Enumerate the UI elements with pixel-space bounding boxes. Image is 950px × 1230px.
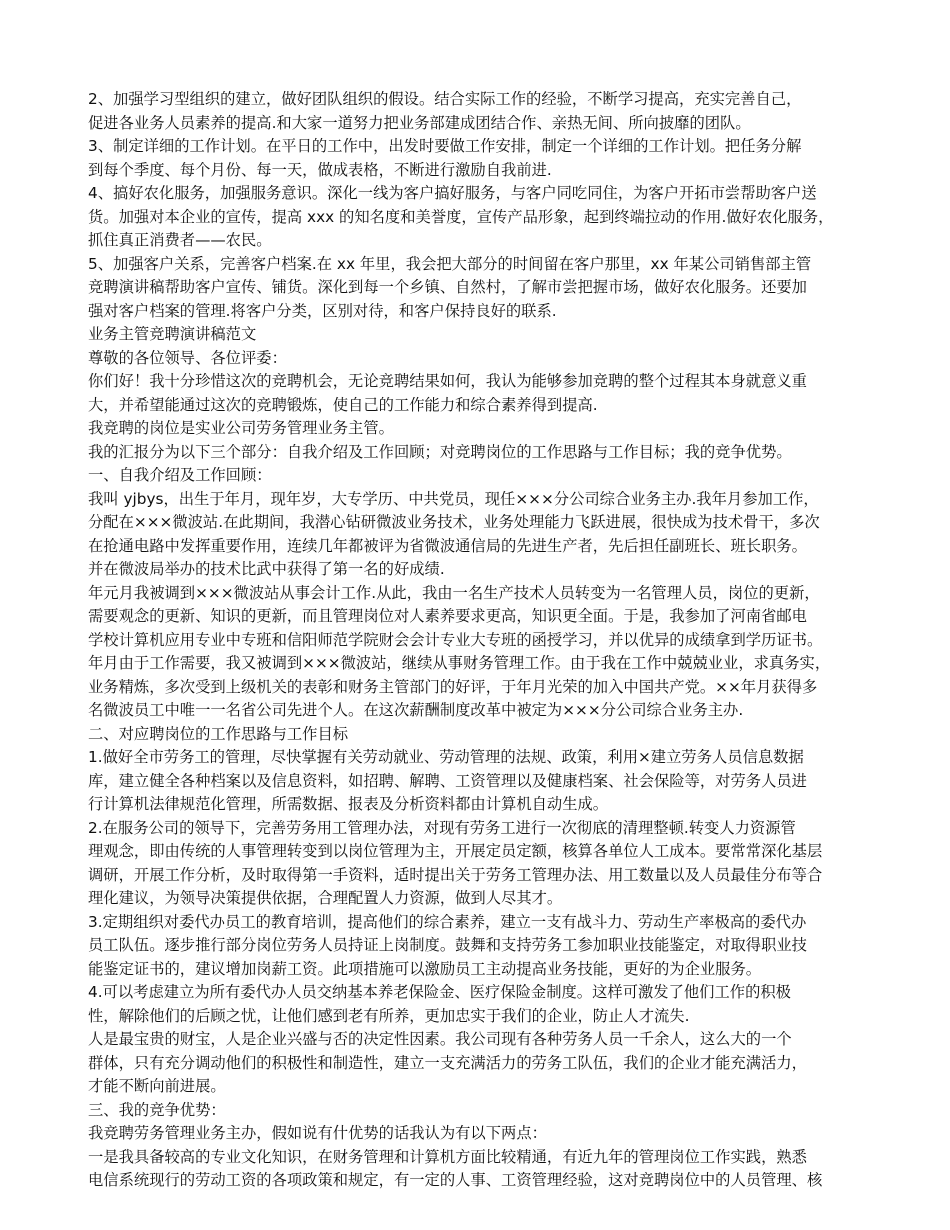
text-line: 业务精炼，多次受到上级机关的表彰和财务主管部门的好评，于年月光荣的加入中国共产党。××年月获得多 xyxy=(88,677,818,696)
text-line: 我竞聘的岗位是实业公司劳务管理业务主管。 xyxy=(88,419,394,437)
text-line: 你们好！我十分珍惜这次的竞聘机会，无论竞聘结果如何，我认为能够参加竞聘的整个过程其本身就意义重 xyxy=(88,372,807,390)
text-line: 电信系统现行的劳动工资的各项政策和规定，有一定的人事、工资管理经验，这对竞聘岗位中的人员管理、核 xyxy=(88,1171,823,1189)
text-line: 我竞聘劳务管理业务主办，假如说有什优势的话我认为有以下两点： xyxy=(88,1124,547,1142)
text-line: 2.在服务公司的领导下，完善劳务用工管理办法，对现有劳务工进行一次彻底的清理整顿.转变人力资源管 xyxy=(88,818,796,837)
section-heading: 业务主管竞聘演讲稿范文 xyxy=(88,325,257,343)
text-line: 员工队伍。逐步推行部分岗位劳务人员持证上岗制度。鼓舞和支持劳务工参加职业技能鉴定，对取得职业技 xyxy=(88,936,807,954)
text-line: 年月由于工作需要，我又被调到×××微波站，继续从事财务管理工作。由于我在工作中兢兢业业，求真务实， xyxy=(88,654,831,672)
text-line: 调研，开展工作分析，及时取得第一手资料，适时提出关于劳务工管理办法、用工数量以及人员最佳分布等合 xyxy=(88,865,823,884)
text-line: 1.做好全市劳务工的管理，尽快掌握有关劳动就业、劳动管理的法规、政策，利用×建立劳务人员信息数据 xyxy=(88,748,804,766)
document-body xyxy=(88,88,868,1193)
text-line: 并在微波局举办的技术比武中获得了第一名的好成绩. xyxy=(88,560,445,578)
section-heading: 二、对应聘岗位的工作思路与工作目标 xyxy=(88,724,349,743)
text-line: 4.可以考虑建立为所有委代办人员交纳基本养老保险金、医疗保险金制度。这样可激发了他们工作的积极 xyxy=(88,983,791,1001)
text-line: 才能不断向前进展。 xyxy=(88,1077,226,1095)
text-line: 我的汇报分为以下三个部分：自我介绍及工作回顾；对竞聘岗位的工作思路与工作目标；我的竞争优势。 xyxy=(88,442,792,461)
text-line: 库，建立健全各种档案以及信息资料，如招聘、解聘、工资管理以及健康档案、社会保险等，对劳务人员进 xyxy=(88,771,807,790)
text-line: 性，解除他们的后顾之忧，让他们感到老有所养，更加忠实于我们的企业，防止人才流失. xyxy=(88,1006,690,1025)
text-line: 学校计算机应用专业中专班和信阳师范学院财会会计专业大专班的函授学习，并以优异的成绩拿到学历证书。 xyxy=(88,630,823,649)
text-line: 4、搞好农化服务，加强服务意识。深化一线为客户搞好服务，与客户同吃同住，为客户开拓市尝帮助客户送 xyxy=(88,184,817,202)
text-line: 需要观念的更新、知识的更新，而且管理岗位对人素养要求更高，知识更全面。于是，我参加了河南省邮电 xyxy=(88,607,807,625)
text-line: 3.定期组织对委代办员工的教育培训，提高他们的综合素养，建立一支有战斗力、劳动生产率极高的委代办 xyxy=(88,912,807,931)
section-heading: 一、自我介绍及工作回顾： xyxy=(88,466,272,484)
text-line: 行计算机法律规范化管理，所需数据、报表及分析资料都由计算机自动生成。 xyxy=(88,795,609,813)
salutation: 尊敬的各位领导、各位评委： xyxy=(88,348,287,367)
text-line: 群体，只有充分调动他们的积极性和制造性，建立一支充满活力的劳务工队伍，我们的企业才能充满活力， xyxy=(88,1053,807,1072)
text-line: 竞聘演讲稿帮助客户宣传、铺货。深化到每一个乡镇、自然村，了解市尝把握市场，做好农化服务。还要加 xyxy=(88,278,807,296)
text-line: 理化建议，为领导决策提供依据，合理配置人力资源，做到人尽其才。 xyxy=(88,889,563,907)
text-line: 名微波员工中唯一一名省公司先进个人。在这次薪酬制度改革中被定为×××分公司综合业务主办. xyxy=(88,701,744,719)
text-line: 促进各业务人员素养的提高.和大家一道努力把业务部建成团结合作、亲热无间、所向披靡的团队。 xyxy=(88,113,751,132)
text-line: 货。加强对本企业的宣传，提高 xxx 的知名度和美誉度，宣传产品形象，起到终端拉动的作用.做好农化服务， xyxy=(88,207,834,226)
text-line: 人是最宝贵的财宝，人是企业兴盛与否的决定性因素。我公司现有各种劳务人员一千余人，这么大的一个 xyxy=(88,1030,792,1048)
text-line: 年元月我被调到×××微波站从事会计工作.从此，我由一名生产技术人员转变为一名管理人员，岗位的更新， xyxy=(88,583,820,602)
section-heading: 三、我的竞争优势： xyxy=(88,1100,226,1119)
text-line: 理观念，即由传统的人事管理转变到以岗位管理为主，开展定员定额，核算各单位人工成本。要常常深化基层 xyxy=(88,842,823,860)
text-line: 3、制定详细的工作计划。在平日的工作中，出发时要做工作安排，制定一个详细的工作计划。把任务分解 xyxy=(88,137,802,155)
text-line: 到每个季度、每个月份、每一天，做成表格，不断进行激励自我前进. xyxy=(88,160,552,179)
text-line: 强对客户档案的管理.将客户分类，区别对待，和客户保持良好的联系. xyxy=(88,301,557,320)
text-line: 我叫 yjbys，出生于年月，现年岁，大专学历、中共党员，现任×××分公司综合业务主办.我年月参加工作， xyxy=(88,489,819,508)
text-line: 5、加强客户关系，完善客户档案.在 xx 年里，我会把大部分的时间留在客户那里，xx 年某公司销售部主管 xyxy=(88,254,812,273)
text-line: 2、加强学习型组织的建立，做好团队组织的假设。结合实际工作的经验，不断学习提高，充实完善自己， xyxy=(88,90,802,108)
text-line: 能鉴定证书的，建议增加岗薪工资。此项措施可以激励员工主动提高业务技能，更好的为企业服务。 xyxy=(88,959,762,978)
text-line: 分配在×××微波站.在此期间，我潜心钻研微波业务技术，业务处理能力飞跃进展，很快成为技术骨干，多次 xyxy=(88,513,820,531)
text-line: 一是我具备较高的专业文化知识，在财务管理和计算机方面比较精通，有近九年的管理岗位工作实践，熟悉 xyxy=(88,1147,807,1166)
text-line: 抓住真正消费者——农民。 xyxy=(88,231,272,249)
text-line: 在抢通电路中发挥重要作用，连续几年都被评为省微波通信局的先进生产者，先后担任副班长、班长职务。 xyxy=(88,536,807,555)
text-line: 大，并希望能通过这次的竞聘锻炼，使自己的工作能力和综合素养得到提高. xyxy=(88,395,598,414)
